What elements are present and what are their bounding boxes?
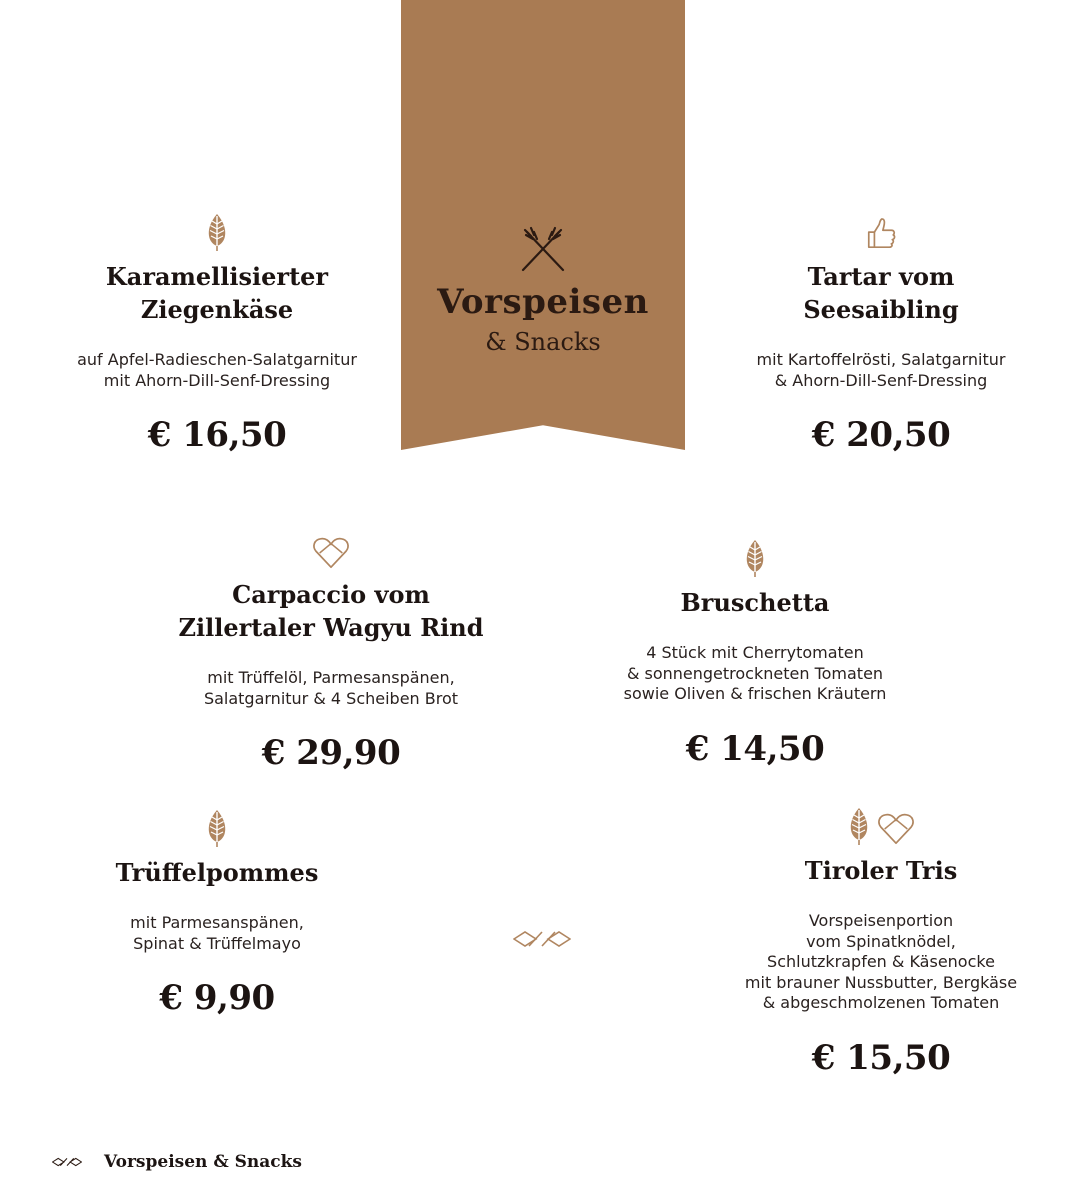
heart-icon xyxy=(877,812,915,846)
item-name: Karamellisierter Ziegenkäse xyxy=(105,262,329,324)
menu-item-tartar xyxy=(720,212,1042,455)
item-price: € 9,90 xyxy=(159,978,275,1018)
ornament-footer-icon xyxy=(52,1155,82,1169)
menu-item-carpaccio xyxy=(151,530,511,773)
item-name: Bruschetta xyxy=(680,588,830,617)
item-description: mit Trüffelöl, Parmesanspänen, Salatgarnitur & 4 Scheiben Brot xyxy=(203,668,459,708)
item-name: Carpaccio vom Zillertaler Wagyu Rind xyxy=(178,580,484,642)
item-price: € 14,50 xyxy=(685,728,825,769)
menu-item-trueffelpommes xyxy=(57,808,377,1018)
item-name: Trüffelpommes xyxy=(115,858,319,887)
wheat-icon xyxy=(205,212,229,252)
wheat-icon xyxy=(847,806,871,846)
item-description: 4 Stück mit Cherrytomaten & sonnengetrockneten Tomaten sowie Oliven & frischen Kräutern xyxy=(623,643,887,703)
item-price: € 29,90 xyxy=(261,733,401,773)
item-description: mit Kartoffelrösti, Salatgarnitur & Ahorn-Dill-Senf-Dressing xyxy=(756,350,1006,390)
item-description: auf Apfel-Radieschen-Salatgarnitur mit Ahorn-Dill-Senf-Dressing xyxy=(77,350,357,390)
crossed-wheat-icon xyxy=(515,226,571,272)
footer-section-label: Vorspeisen & Snacks xyxy=(104,1152,302,1172)
item-name: Tiroler Tris xyxy=(804,856,958,885)
page-subtitle: & Snacks xyxy=(485,328,601,356)
item-price: € 20,50 xyxy=(811,415,951,455)
item-description: mit Parmesanspänen, Spinat & Trüffelmayo xyxy=(130,913,304,953)
ornament-divider-icon xyxy=(513,928,571,950)
item-price: € 15,50 xyxy=(811,1037,951,1078)
menu-item-tiroler-tris xyxy=(720,806,1042,1078)
item-price: € 16,50 xyxy=(147,415,287,455)
menu-item-bruschetta xyxy=(594,538,916,769)
item-name: Tartar vom Seesaibling xyxy=(803,262,959,324)
page-title: Vorspeisen xyxy=(437,282,649,322)
wheat-icon xyxy=(205,808,229,848)
wheat-icon xyxy=(743,538,767,578)
heart-icon xyxy=(312,536,350,570)
thumbs-up-icon xyxy=(865,216,897,252)
item-description: Vorspeisenportion vom Spinatknödel, Schlutzkrapfen & Käsenocke mit brauner Nussbutter, Bergkäse & abgeschmolzenen Tomaten xyxy=(744,911,1018,1012)
menu-item-ziegenkaese xyxy=(57,212,377,455)
title-banner xyxy=(401,0,685,450)
